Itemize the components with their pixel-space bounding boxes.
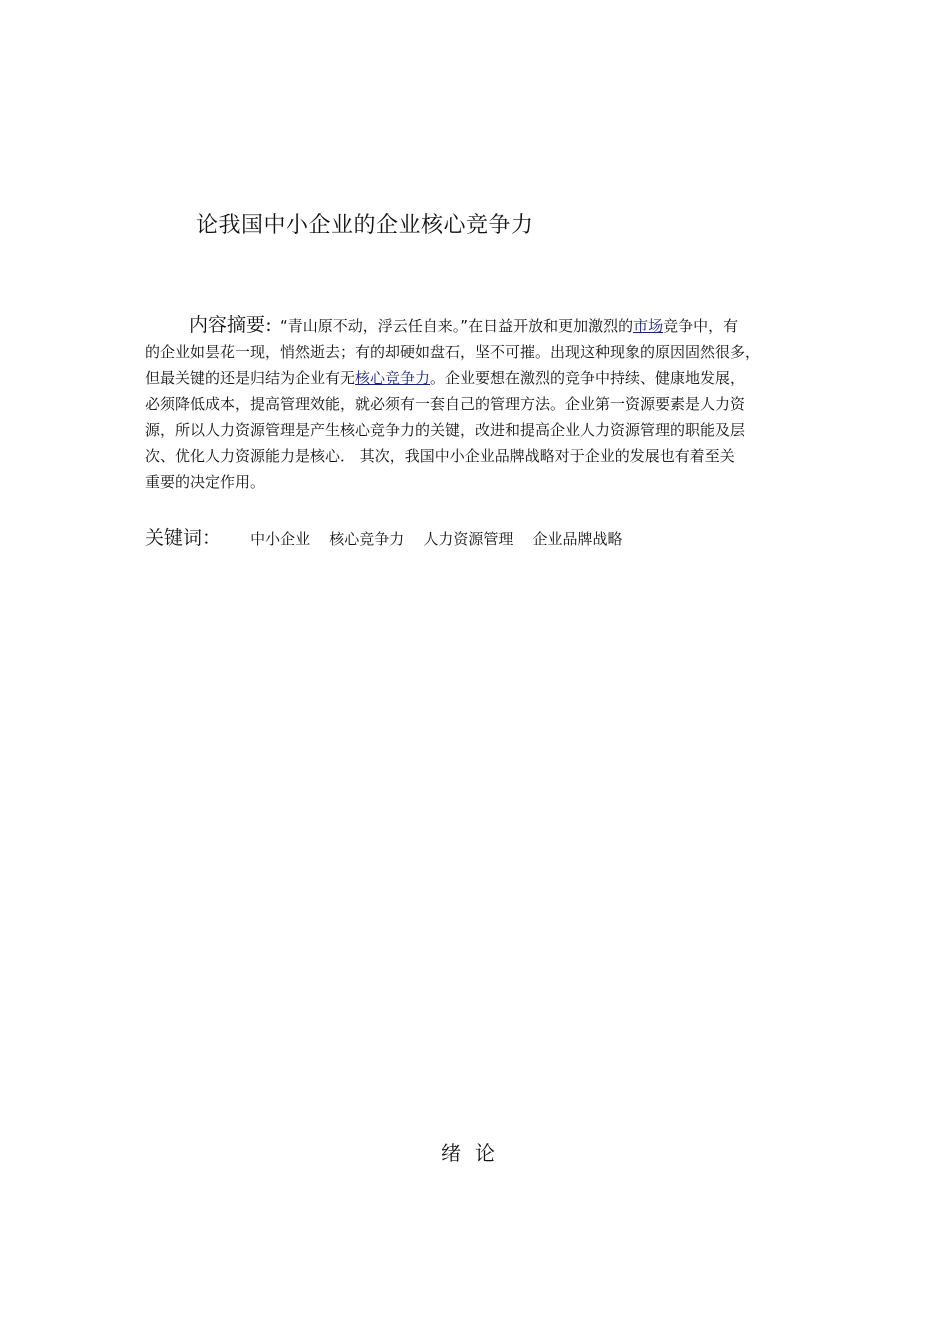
abstract-text-3a: 但最关键的还是归结为企业有无 (145, 369, 356, 387)
abstract-line-4: 必须降低成本，提高管理效能，就必须有一套自己的管理方法。企业第一资源要素是人力资 (145, 395, 746, 413)
section-heading-introduction: 绪论 (441, 1141, 509, 1165)
abstract-label: 内容摘要 (189, 314, 266, 336)
abstract-line-2: 的企业如昙花一现，悄然逝去；有的却硬如盘石，坚不可摧。出现这种现象的原因固然很多， (145, 343, 761, 361)
abstract-text-1a: “青山原不动，浮云任自来。”在日益开放和更加激烈的 (280, 317, 634, 335)
abstract-colon: ： (265, 317, 281, 335)
keywords-label: 关键词： (145, 527, 222, 549)
abstract-line-1 (145, 312, 809, 339)
keyword-item: 人力资源管理 (423, 530, 514, 548)
abstract-block (145, 312, 809, 495)
keyword-item: 企业品牌战略 (532, 530, 623, 548)
paper-title: 论我国中小企业的企业核心竞争力 (196, 213, 534, 238)
abstract-line-3 (145, 365, 809, 391)
abstract-line-5: 源，所以人力资源管理是产生核心竞争力的关键，改进和提高企业人力资源管理的职能及层 (145, 421, 746, 439)
abstract-text-3b: 。企业要想在激烈的竞争中持续、健康地发展， (430, 369, 746, 387)
keywords-row (145, 523, 636, 550)
abstract-line-6: 次、优化人力资源能力是核心． 其次，我国中小企业品牌战略对于企业的发展也有着至关 (145, 447, 735, 465)
core-competence-link[interactable]: 核心竞争力 (355, 369, 431, 387)
market-link[interactable]: 市场 (633, 317, 664, 335)
keyword-item: 中小企业 (250, 530, 311, 548)
abstract-line-7: 重要的决定作用。 (145, 473, 266, 491)
keyword-item: 核心竞争力 (329, 530, 405, 548)
abstract-text-1b: 竞争中，有 (663, 317, 739, 335)
